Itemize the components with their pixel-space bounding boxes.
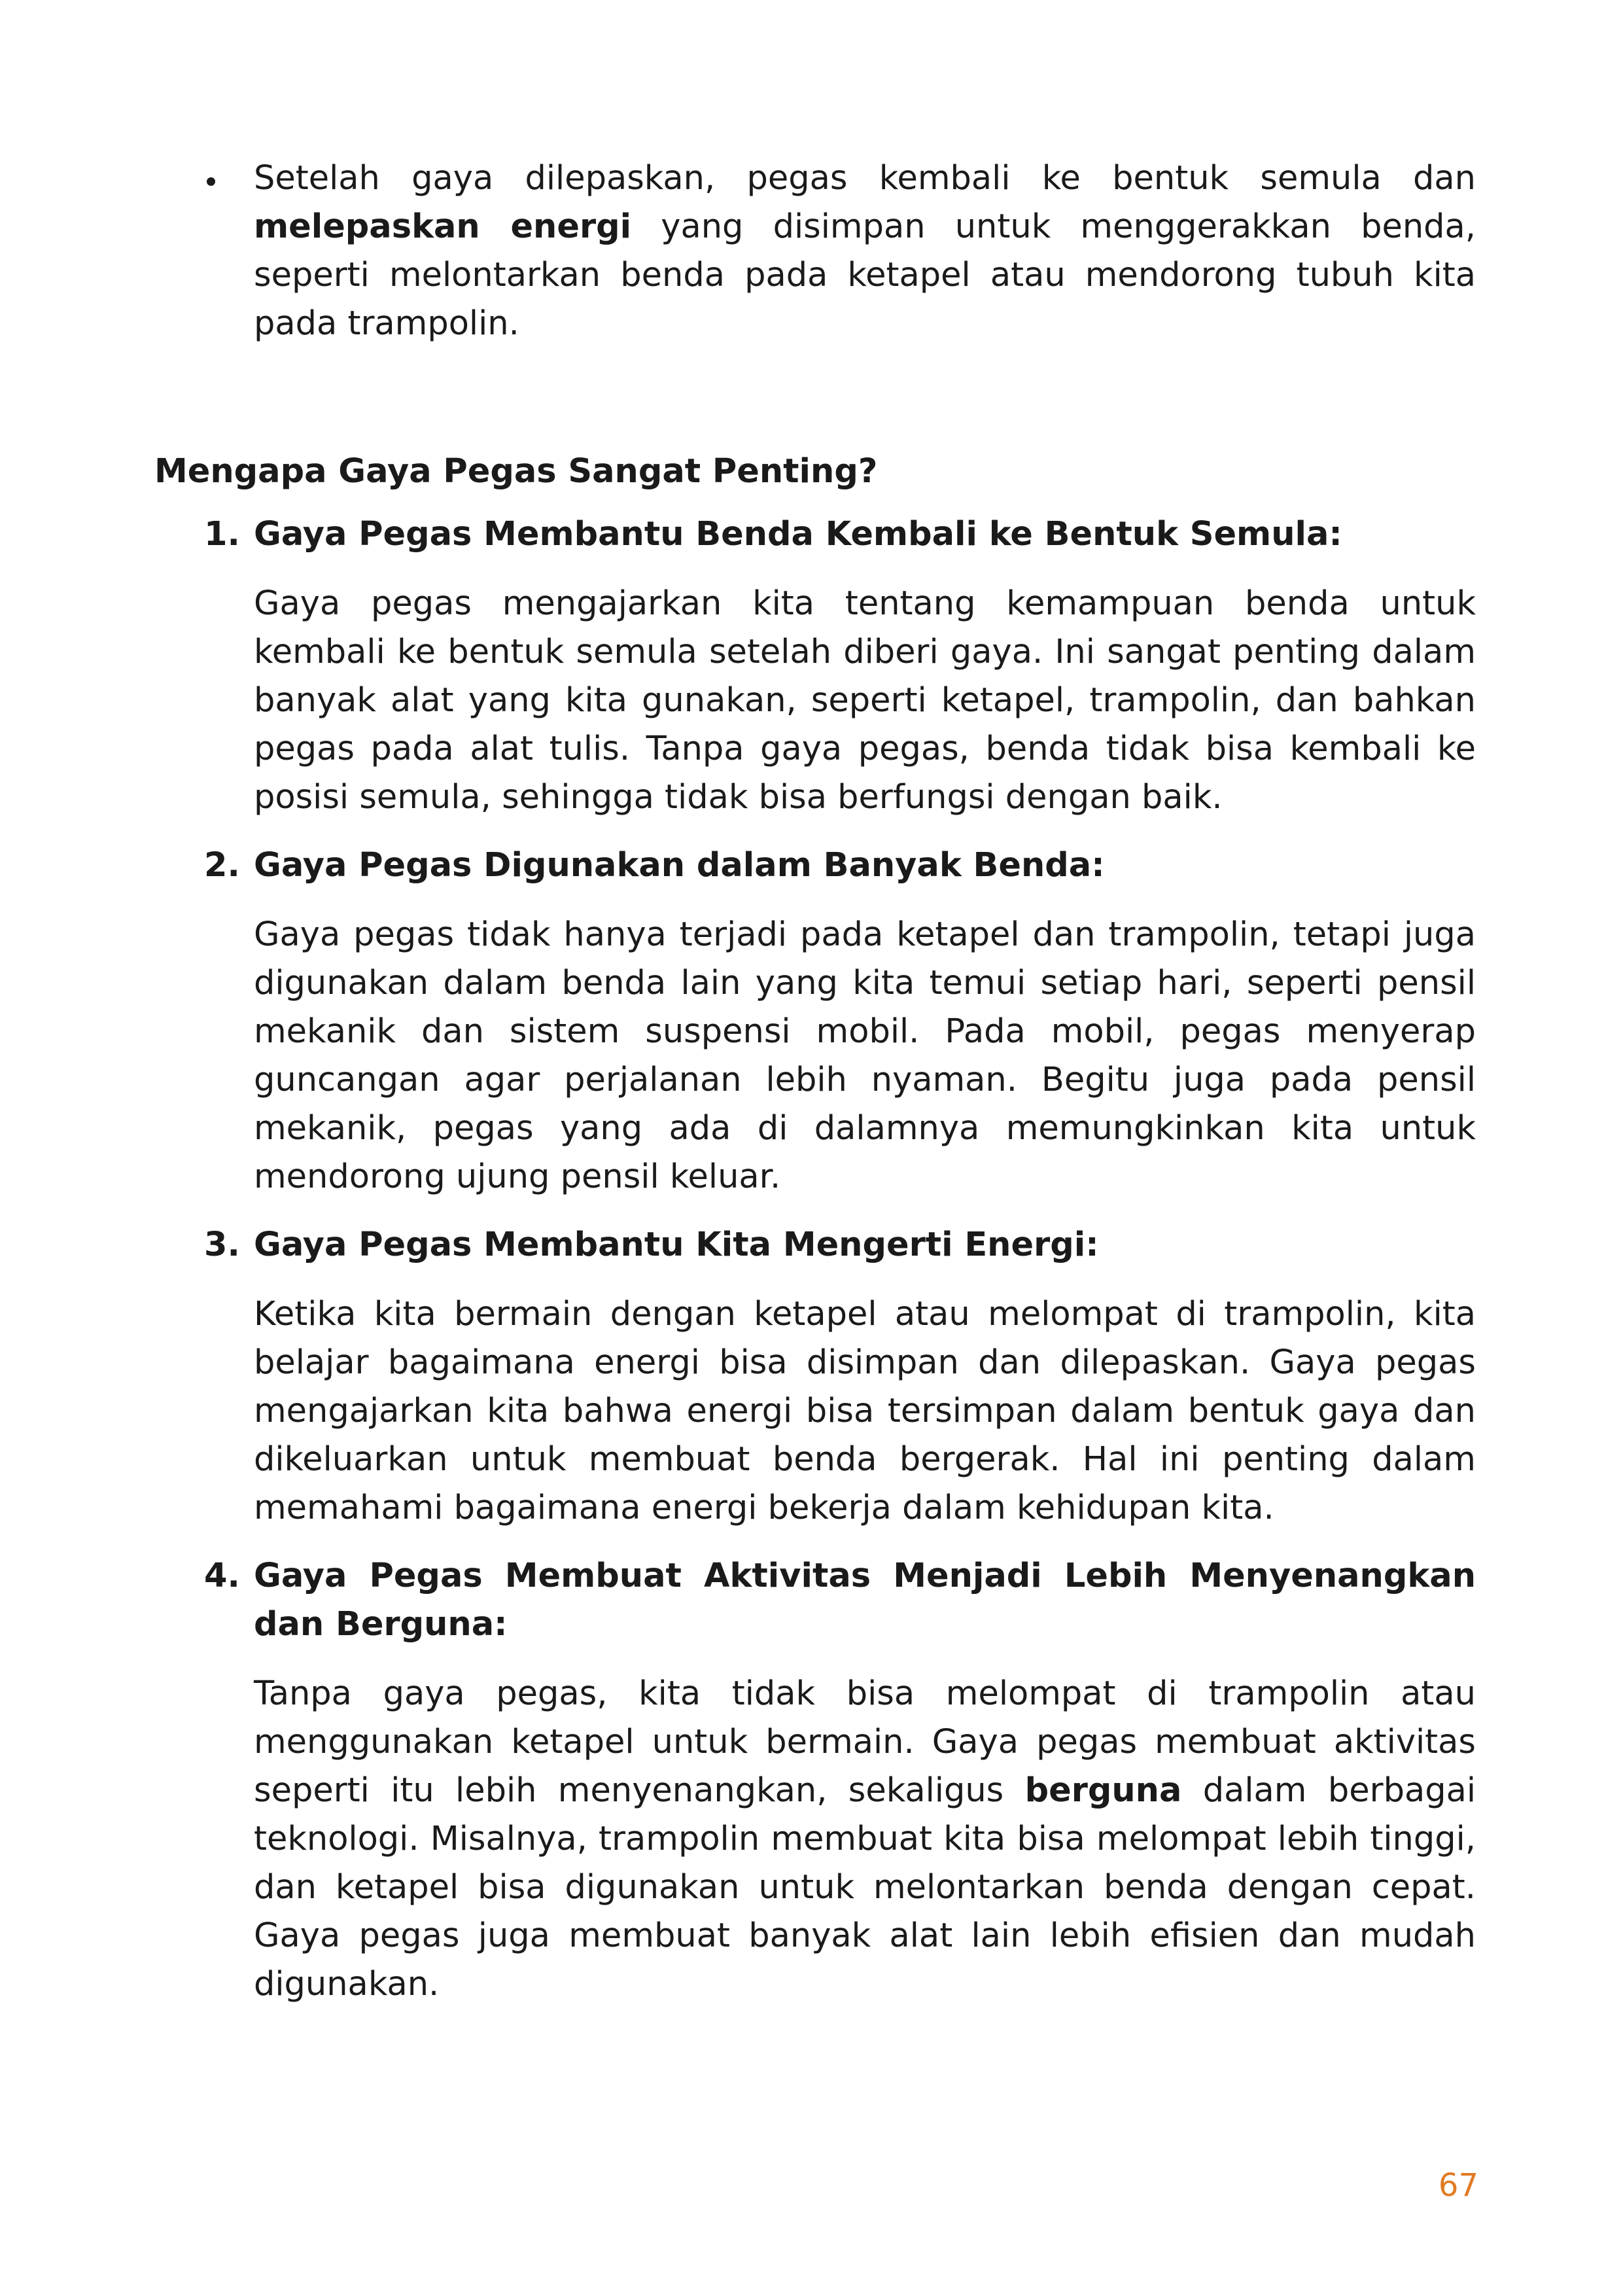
bullet-item [154,154,1476,348]
section-heading: Mengapa Gaya Pegas Sangat Penting? [154,452,878,491]
bullet-text-bold: melepaskan energi [254,207,632,246]
list-item-body-pre: Tanpa gaya pegas, kita tidak bisa melompat di trampolin atau menggunakan ketapel untuk bermain. Gaya pegas membuat aktivitas seperti itu lebih menyenangkan, sekaligus [254,1674,1476,1810]
page-content [154,154,1476,2028]
list-item-title: Gaya Pegas Membantu Kita Mengerti Energi: [254,1226,1099,1264]
numbered-list [154,510,1476,2009]
list-item-title: Gaya Pegas Membantu Benda Kembali ke Bentuk Semula: [254,515,1342,554]
list-item-number: 3. [204,1226,240,1264]
bullet-dot-icon [207,177,215,186]
list-item-body: Gaya pegas tidak hanya terjadi pada ketapel dan trampolin, tetapi juga digunakan dalam benda lain yang kita temui setiap hari, seperti pensil mekanik dan sistem suspensi mobil. Pada mobil, pegas menyerap guncangan agar perjalanan lebih nyaman. Begitu juga pada pensil mekanik, pegas yang ada di dalamnya memungkinkan kita untuk mendorong ujung pensil keluar. [254,915,1476,1196]
bullet-text-pre: Setelah gaya dilepaskan, pegas kembali ke bentuk semula dan [254,159,1476,198]
list-item [154,1552,1476,2009]
list-item-number: 4. [204,1557,240,1595]
list-item-number: 1. [204,515,240,554]
list-item-body-post: dalam berbagai teknologi. Misalnya, trampolin membuat kita bisa melompat lebih tinggi, dan ketapel bisa digunakan untuk melontarkan benda dengan cepat. Gaya pegas juga membuat banyak alat lain lebih efisien dan mudah digunakan. [254,1771,1476,2004]
list-item-title: Gaya Pegas Membuat Aktivitas Menjadi Lebih Menyenangkan dan Berguna: [254,1557,1476,1644]
bullet-text [254,154,1476,348]
list-item [154,841,1476,1201]
list-item [154,510,1476,822]
bullet-text-post: yang disimpan untuk menggerakkan benda, seperti melontarkan benda pada ketapel atau mendorong tubuh kita pada trampolin. [254,207,1476,343]
page-number: 67 [1438,2167,1478,2204]
list-item [154,1221,1476,1532]
list-item-title: Gaya Pegas Digunakan dalam Banyak Benda: [254,846,1105,885]
list-item-body [254,1670,1476,2009]
list-item-body: Gaya pegas mengajarkan kita tentang kemampuan benda untuk kembali ke bentuk semula setelah diberi gaya. Ini sangat penting dalam banyak alat yang kita gunakan, seperti ketapel, trampolin, dan bahkan pegas pada alat tulis. Tanpa gaya pegas, benda tidak bisa kembali ke posisi semula, sehingga tidak bisa berfungsi dengan baik. [254,584,1476,817]
list-item-body: Ketika kita bermain dengan ketapel atau melompat di trampolin, kita belajar bagaimana energi bisa disimpan dan dilepaskan. Gaya pegas mengajarkan kita bahwa energi bisa tersimpan dalam bentuk gaya dan dikeluarkan untuk membuat benda bergerak. Hal ini penting dalam memahami bagaimana energi bekerja dalam kehidupan kita. [254,1295,1476,1527]
list-item-body-bold: berguna [1024,1771,1182,1810]
list-item-number: 2. [204,846,240,885]
